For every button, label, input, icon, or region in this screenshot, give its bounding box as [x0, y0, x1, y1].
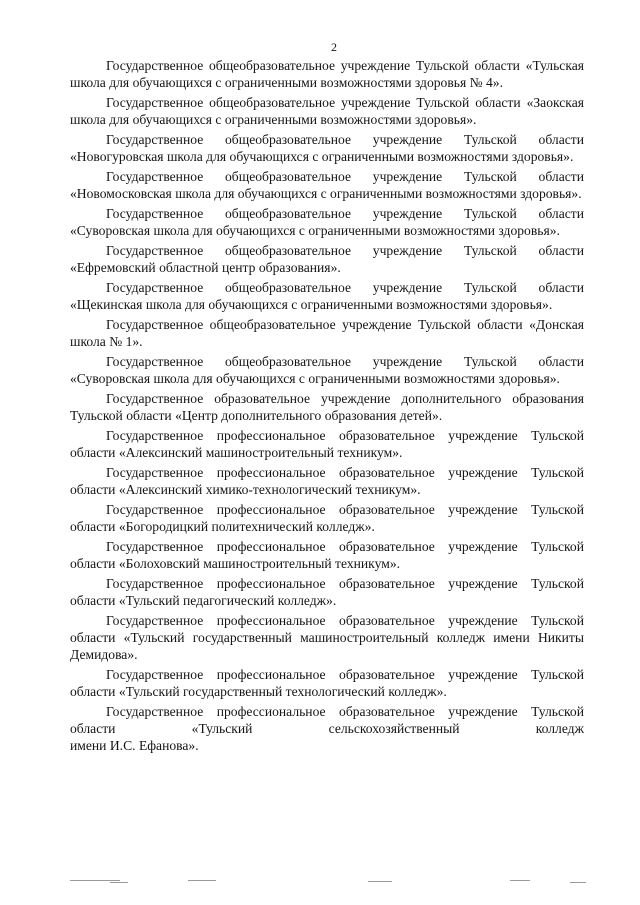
paragraph-9: Государственное общеобразовательное учреждение Тульской области «Суворовская школа для обучающихся с ограниченными возможностями здоровья». [70, 354, 584, 386]
scan-mark [368, 881, 392, 882]
scan-artifacts [70, 880, 590, 886]
paragraph-13: Государственное профессиональное образовательное учреждение Тульской области «Богородицкий политехнический колледж». [70, 502, 584, 534]
paragraph-1: Государственное общеобразовательное учреждение Тульской области «Тульская школа для обучающихся с ограниченными возможностями здоровья № 4». [70, 58, 584, 90]
paragraph-8: Государственное общеобразовательное учреждение Тульской области «Донская школа № 1». [70, 317, 584, 349]
paragraph-18-line-3: имени И.С. Ефанова». [70, 738, 199, 753]
paragraph-10: Государственное образовательное учреждение дополнительного образования Тульской области «Центр дополнительного образования детей». [70, 391, 584, 423]
paragraph-16: Государственное профессиональное образовательное учреждение Тульской области «Тульский государственный машиностроительный колледж имени Никиты Демидова». [70, 613, 584, 662]
paragraph-11: Государственное профессиональное образовательное учреждение Тульской области «Алексинский машиностроительный техникум». [70, 428, 584, 460]
paragraph-18-line-2: области «Тульский сельскохозяйственный колледж [70, 721, 584, 736]
paragraph-3: Государственное общеобразовательное учреждение Тульской области «Новогуровская школа для обучающихся с ограниченными возможностями здоровья». [70, 132, 584, 164]
scan-mark [110, 882, 128, 883]
scan-mark [510, 880, 530, 881]
paragraph-17: Государственное профессиональное образовательное учреждение Тульской области «Тульский государственный технологический колледж». [70, 667, 584, 699]
paragraph-7: Государственное общеобразовательное учреждение Тульской области «Щекинская школа для обучающихся с ограниченными возможностями здоровья». [70, 280, 584, 312]
paragraph-5: Государственное общеобразовательное учреждение Тульской области «Суворовская школа для обучающихся с ограниченными возможностями здоровья». [70, 206, 584, 238]
scan-mark [188, 880, 216, 881]
paragraph-14: Государственное профессиональное образовательное учреждение Тульской области «Болоховский машиностроительный техникум». [70, 539, 584, 571]
paragraph-18 [70, 703, 584, 754]
page-number: 2 [331, 40, 337, 54]
scan-mark [570, 882, 586, 883]
scan-mark [70, 880, 120, 881]
document-body [70, 57, 584, 757]
paragraph-4: Государственное общеобразовательное учреждение Тульской области «Новомосковская школа для обучающихся с ограниченными возможностями здоровья». [70, 169, 584, 201]
paragraph-2: Государственное общеобразовательное учреждение Тульской области «Заокская школа для обучающихся с ограниченными возможностями здоровья». [70, 95, 584, 127]
paragraph-18-line-1: Государственное профессиональное образовательное учреждение Тульской [106, 704, 584, 719]
paragraph-15: Государственное профессиональное образовательное учреждение Тульской области «Тульский педагогический колледж». [70, 576, 584, 608]
paragraph-6: Государственное общеобразовательное учреждение Тульской области «Ефремовский областной центр образования». [70, 243, 584, 275]
paragraph-12: Государственное профессиональное образовательное учреждение Тульской области «Алексинский химико-технологический техникум». [70, 465, 584, 497]
